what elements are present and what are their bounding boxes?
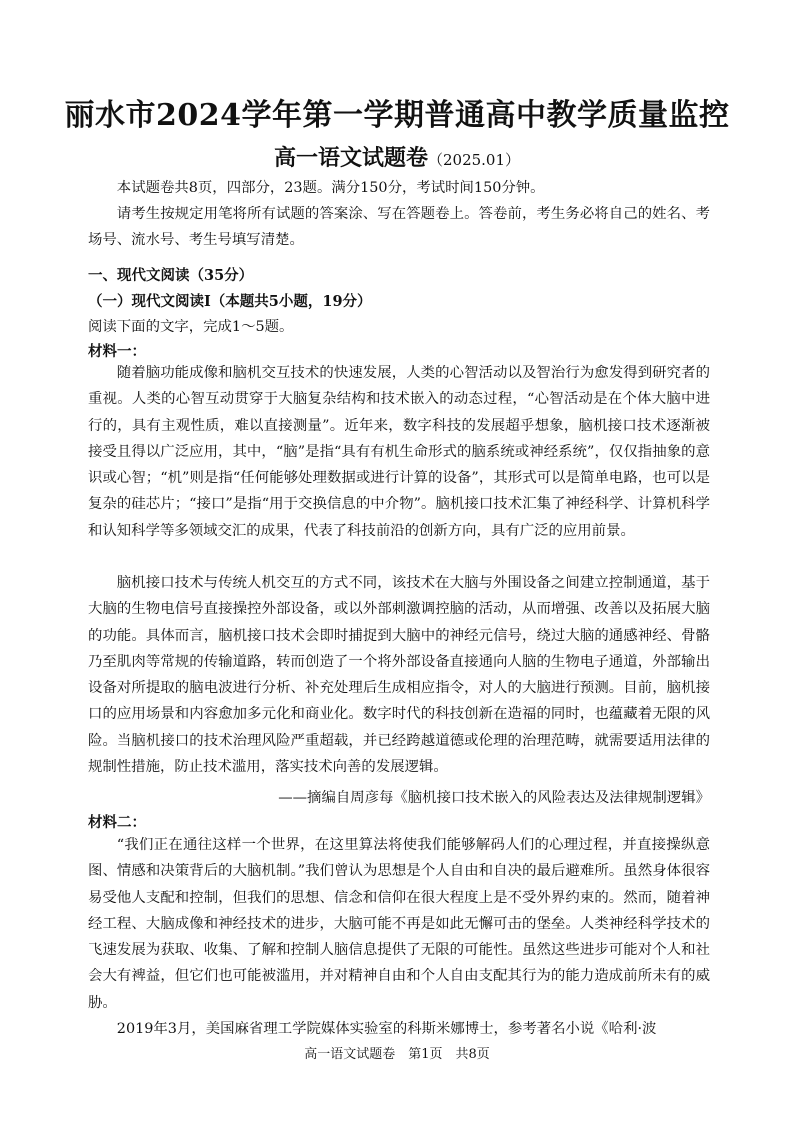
reading-prompt: 阅读下面的文字，完成1～5题。 (88, 319, 294, 335)
exam-subtitle (0, 141, 794, 172)
material2-paragraph: “我们正在通往这样一个世界，在这里算法将使我们能够解码人们的心理过程，并直接操纵意图、情感和决策背后的大脑机制。”我们曾认为思想是个人自由和自决的最后避难所。虽然身体很容易受他人支配和控制，但我们的思想、信念和信仰在很大程度上是不受外界约束的。然而，随着神经工程、大脑成像和神经技术的进步，大脑可能不再是如此无懈可击的堡垒。人类神经科学技术的飞速发展为获取、收集、了解和控制人脑信息提供了无限的可能性。虽然这些进步可能对个人和社会大有裨益，但它们也可能被滥用，并对精神自由和个人自由支配其行为的能力造成前所未有的威胁。 (88, 837, 710, 1011)
material1-paragraph: 随着脑功能成像和脑机交互技术的快速发展，人类的心智活动以及智治行为愈发得到研究者的重视。人类的心智互动贯穿于大脑复杂结构和技术嵌入的动态过程，“心智活动是在个体大脑中进行的，具有主观性质，难以直接测量”。近年来，数字科技的发展超乎想象，脑机接口技术逐渐被接受且得以广泛应用，其中，“脑”是指“具有有机生命形式的脑系统或神经系统”，仅仅指抽象的意识或心智；“机”则是指“任何能够处理数据或进行计算的设备”，其形式可以是简单电路，也可以是复杂的硅芯片；“接口”是指“用于交换信息的中介物”。脑机接口技术汇集了神经科学、计算机科学和认知科学等多领域交汇的成果，代表了科技前沿的创新方向，具有广泛的应用前景。 (88, 365, 710, 539)
material1-paragraph: 脑机接口技术与传统人机交互的方式不同，该技术在大脑与外围设备之间建立控制通道，基于大脑的生物电信号直接操控外部设备，或以外部刺激调控脑的活动，从而增强、改善以及拓展大脑的功能。具体而言，脑机接口技术会即时捕捉到大脑中的神经元信号，绕过大脑的通感神经、骨骼乃至肌肉等常规的传输道路，转而创造了一个将外部设备直接通向人脑的生物电子通道，外部输出设备对所提取的脑电波进行分析、补充处理后生成相应指令，对人的大脑进行预测。目前，脑机接口的应用场景和内容愈加多元化和商业化。数字时代的科技创新在造福的同时，也蕴藏着无限的风险。当脑机接口的技术治理风险严重超载，并已经跨越道德或伦理的治理范畴，就需要适用法律的规制性措施，防止技术滥用，落实技术向善的发展逻辑。 (88, 575, 710, 776)
material2-paragraph: 2019年3月，美国麻省理工学院媒体实验室的科斯米娜博士，参考著名小说《哈利·波 (116, 1021, 657, 1037)
exam-date: （2025.01） (427, 151, 521, 169)
instruction-line-2: 请考生按规定用笔将所有试题的答案涂、写在答题卷上。答卷前，考生务必将自己的姓名、考场号、流水号、考生号填写清楚。 (88, 206, 710, 249)
page-footer: 高一语文试题卷 第1页 共8页 (304, 1047, 490, 1062)
exam-title: 丽水市2024学年第一学期普通高中教学质量监控 (64, 98, 730, 133)
material1-source: ——摘编自周彦每《脑机接口技术嵌入的风险表达及法律规制逻辑》 (278, 790, 710, 806)
section-subheading: （一）现代文阅读Ⅰ（本题共5小题，19分） (88, 293, 372, 310)
subtitle-text: 高一语文试题卷 (273, 145, 428, 171)
instruction-line-1: 本试题卷共8页，四部分，23题。满分150分，考试时间150分钟。 (116, 180, 545, 196)
section-heading: 一、现代文阅读（35分） (88, 267, 254, 284)
material1-label: 材料一： (88, 343, 146, 360)
material2-label: 材料二： (88, 814, 146, 831)
